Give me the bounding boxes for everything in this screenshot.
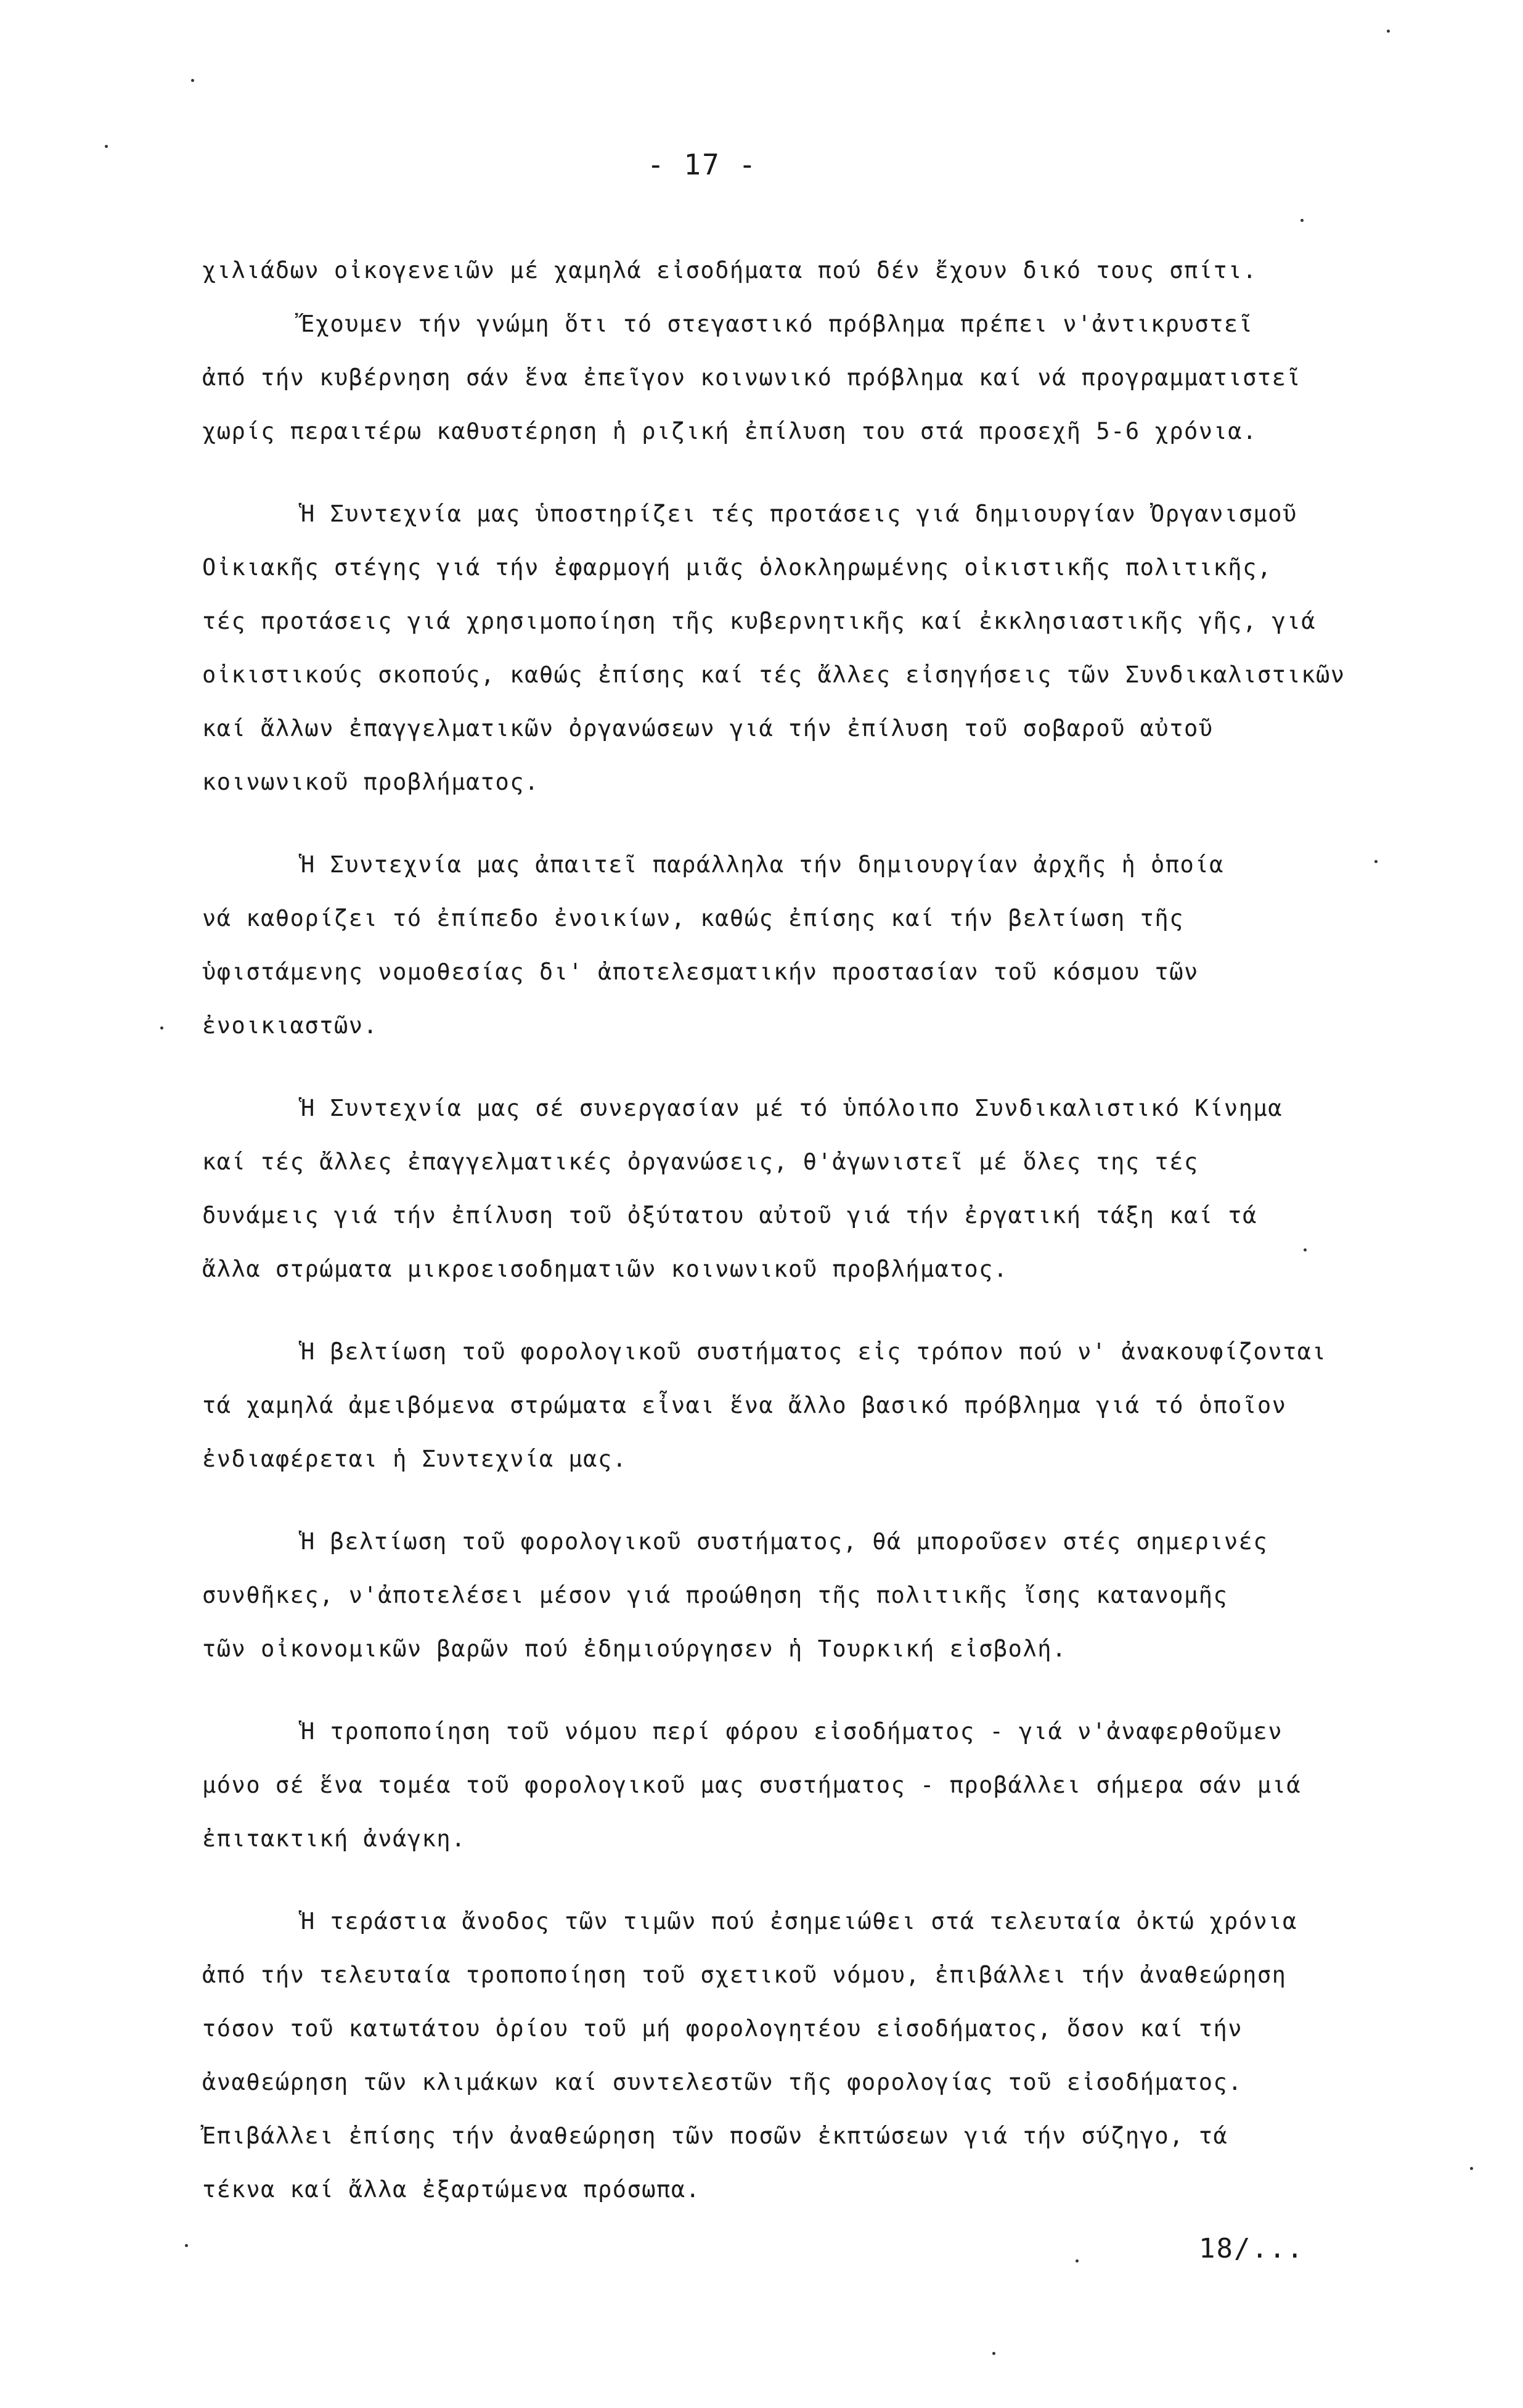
scan-speck: [1470, 2167, 1473, 2170]
text-line: κοινωνικοῦ προβλήματος.: [202, 769, 539, 795]
text-line: ἄλλα στρώματα μικροεισοδηματιῶν κοινωνικοῦ προβλήματος.: [202, 1256, 1008, 1282]
scan-speck: [1300, 219, 1304, 222]
scan-speck: [1387, 30, 1390, 33]
paragraph-4: [202, 838, 1392, 1052]
text-line: χωρίς περαιτέρω καθυστέρηση ἡ ριζική ἐπίλυση του στά προσεχῆ 5-6 χρόνια.: [202, 418, 1257, 444]
scan-speck: [105, 145, 108, 148]
text-line: μόνο σέ ἕνα τομέα τοῦ φορολογικοῦ μας συστήματος - προβάλλει σήμερα σάν μιά: [202, 1772, 1302, 1798]
text-line: νά καθορίζει τό ἐπίπεδο ἐνοικίων, καθώς ἐπίσης καί τήν βελτίωση τῆς: [202, 905, 1184, 932]
text-line: καί τές ἄλλες ἐπαγγελματικές ὀργανώσεις, θ'ἀγωνιστεῖ μέ ὅλες της τές: [202, 1149, 1199, 1175]
text-line: δυνάμεις γιά τήν ἐπίλυση τοῦ ὀξύτατου αὐτοῦ γιά τήν ἐργατική τάξη καί τά: [202, 1202, 1257, 1229]
text-line: καί ἄλλων ἐπαγγελματικῶν ὀργανώσεων γιά τήν ἐπίλυση τοῦ σοβαροῦ αὐτοῦ: [202, 715, 1214, 742]
text-line: τέκνα καί ἄλλα ἐξαρτώμενα πρόσωπα.: [202, 2176, 701, 2203]
text-line: ἀπό τήν κυβέρνηση σάν ἕνα ἐπεῖγον κοινωνικό πρόβλημα καί νά προγραμματιστεῖ: [202, 364, 1302, 391]
document-body: [202, 244, 1392, 2216]
text-line: Οἰκιακῆς στέγης γιά τήν ἐφαρμογή μιᾶς ὁλοκληρωμένης οἰκιστικῆς πολιτικῆς,: [202, 554, 1272, 581]
paragraph-8: [202, 1705, 1392, 1865]
paragraph-5: [202, 1081, 1392, 1296]
scan-speck: [1374, 860, 1378, 863]
text-line: τά χαμηλά ἀμειβόμενα στρώματα εἶναι ἕνα ἄλλο βασικό πρόβλημα γιά τό ὁποῖον: [202, 1392, 1287, 1419]
text-line: τόσον τοῦ κατωτάτου ὁρίου τοῦ μή φορολογητέου εἰσοδήματος, ὅσον καί τήν: [202, 2015, 1243, 2042]
scan-speck: [992, 2352, 995, 2355]
page-number: - 17 -: [647, 148, 757, 181]
text-line: οἰκιστικούς σκοπούς, καθώς ἐπίσης καί τές ἄλλες εἰσηγήσεις τῶν Συνδικαλιστικῶν: [202, 661, 1345, 688]
paragraph-3: [202, 487, 1392, 809]
text-line: Ἡ Συντεχνία μας ὑποστηρίζει τές προτάσεις γιά δημιουργίαν Ὀργανισμοῦ: [301, 501, 1297, 527]
text-line: ἀπό τήν τελευταία τροποποίηση τοῦ σχετικοῦ νόμου, ἐπιβάλλει τήν ἀναθεώρηση: [202, 1962, 1287, 1988]
text-line: Ἡ Συντεχνία μας ἀπαιτεῖ παράλληλα τήν δημιουργίαν ἀρχῆς ἡ ὁποία: [301, 851, 1224, 878]
scan-speck: [191, 79, 194, 82]
continuation-marker: 18/...: [1199, 2233, 1304, 2264]
text-line: ὑφιστάμενης νομοθεσίας δι' ἀποτελεσματικήν προστασίαν τοῦ κόσμου τῶν: [202, 959, 1199, 985]
text-line: Ἡ Συντεχνία μας σέ συνεργασίαν μέ τό ὑπόλοιπο Συνδικαλιστικό Κίνημα: [301, 1095, 1283, 1121]
scan-speck: [1304, 1248, 1307, 1251]
text-line: συνθῆκες, ν'ἀποτελέσει μέσον γιά προώθηση τῆς πολιτικῆς ἴσης κατανομῆς: [202, 1582, 1228, 1608]
text-line: ἀναθεώρηση τῶν κλιμάκων καί συντελεστῶν τῆς φορολογίας τοῦ εἰσοδήματος.: [202, 2069, 1243, 2095]
text-line: Ἡ βελτίωση τοῦ φορολογικοῦ συστήματος εἰς τρόπον πού ν' ἀνακουφίζονται: [301, 1338, 1327, 1365]
scan-speck: [1076, 2259, 1079, 2263]
text-line: ἐνοικιαστῶν.: [202, 1012, 378, 1039]
scan-speck: [185, 2244, 188, 2247]
paragraph-6: [202, 1325, 1392, 1486]
text-line: Ἡ τροποποίηση τοῦ νόμου περί φόρου εἰσοδήματος - γιά ν'ἀναφερθοῦμεν: [301, 1718, 1283, 1745]
text-line: χιλιάδων οἰκογενειῶν μέ χαμηλά εἰσοδήματα πού δέν ἔχουν δικό τους σπίτι.: [202, 257, 1257, 284]
text-line: ἐπιτακτική ἀνάγκη.: [202, 1825, 466, 1852]
scan-speck: [160, 1026, 163, 1030]
text-line: τῶν οἰκονομικῶν βαρῶν πού ἐδημιούργησεν ἡ Τουρκική εἰσβολή.: [202, 1636, 1067, 1662]
paragraph-9: [202, 1894, 1392, 2216]
text-line: Ἔχουμεν τήν γνώμη ὅτι τό στεγαστικό πρόβλημα πρέπει ν'ἀντικρυστεῖ: [301, 311, 1254, 337]
text-line: Ἡ τεράστια ἄνοδος τῶν τιμῶν πού ἐσημειώθει στά τελευταία ὀκτώ χρόνια: [301, 1908, 1297, 1935]
text-line: ἐνδιαφέρεται ἡ Συντεχνία μας.: [202, 1446, 627, 1472]
text-line: Ἡ βελτίωση τοῦ φορολογικοῦ συστήματος, θά μποροῦσεν στές σημερινές: [301, 1528, 1268, 1555]
paragraph-7: [202, 1515, 1392, 1676]
paragraph-1: [202, 244, 1392, 297]
text-line: τές προτάσεις γιά χρησιμοποίηση τῆς κυβερνητικῆς καί ἐκκλησιαστικῆς γῆς, γιά: [202, 608, 1316, 634]
text-line: Ἐπιβάλλει ἐπίσης τήν ἀναθεώρηση τῶν ποσῶν ἐκπτώσεων γιά τήν σύζηγο, τά: [202, 2123, 1228, 2149]
paragraph-2: [202, 297, 1392, 458]
